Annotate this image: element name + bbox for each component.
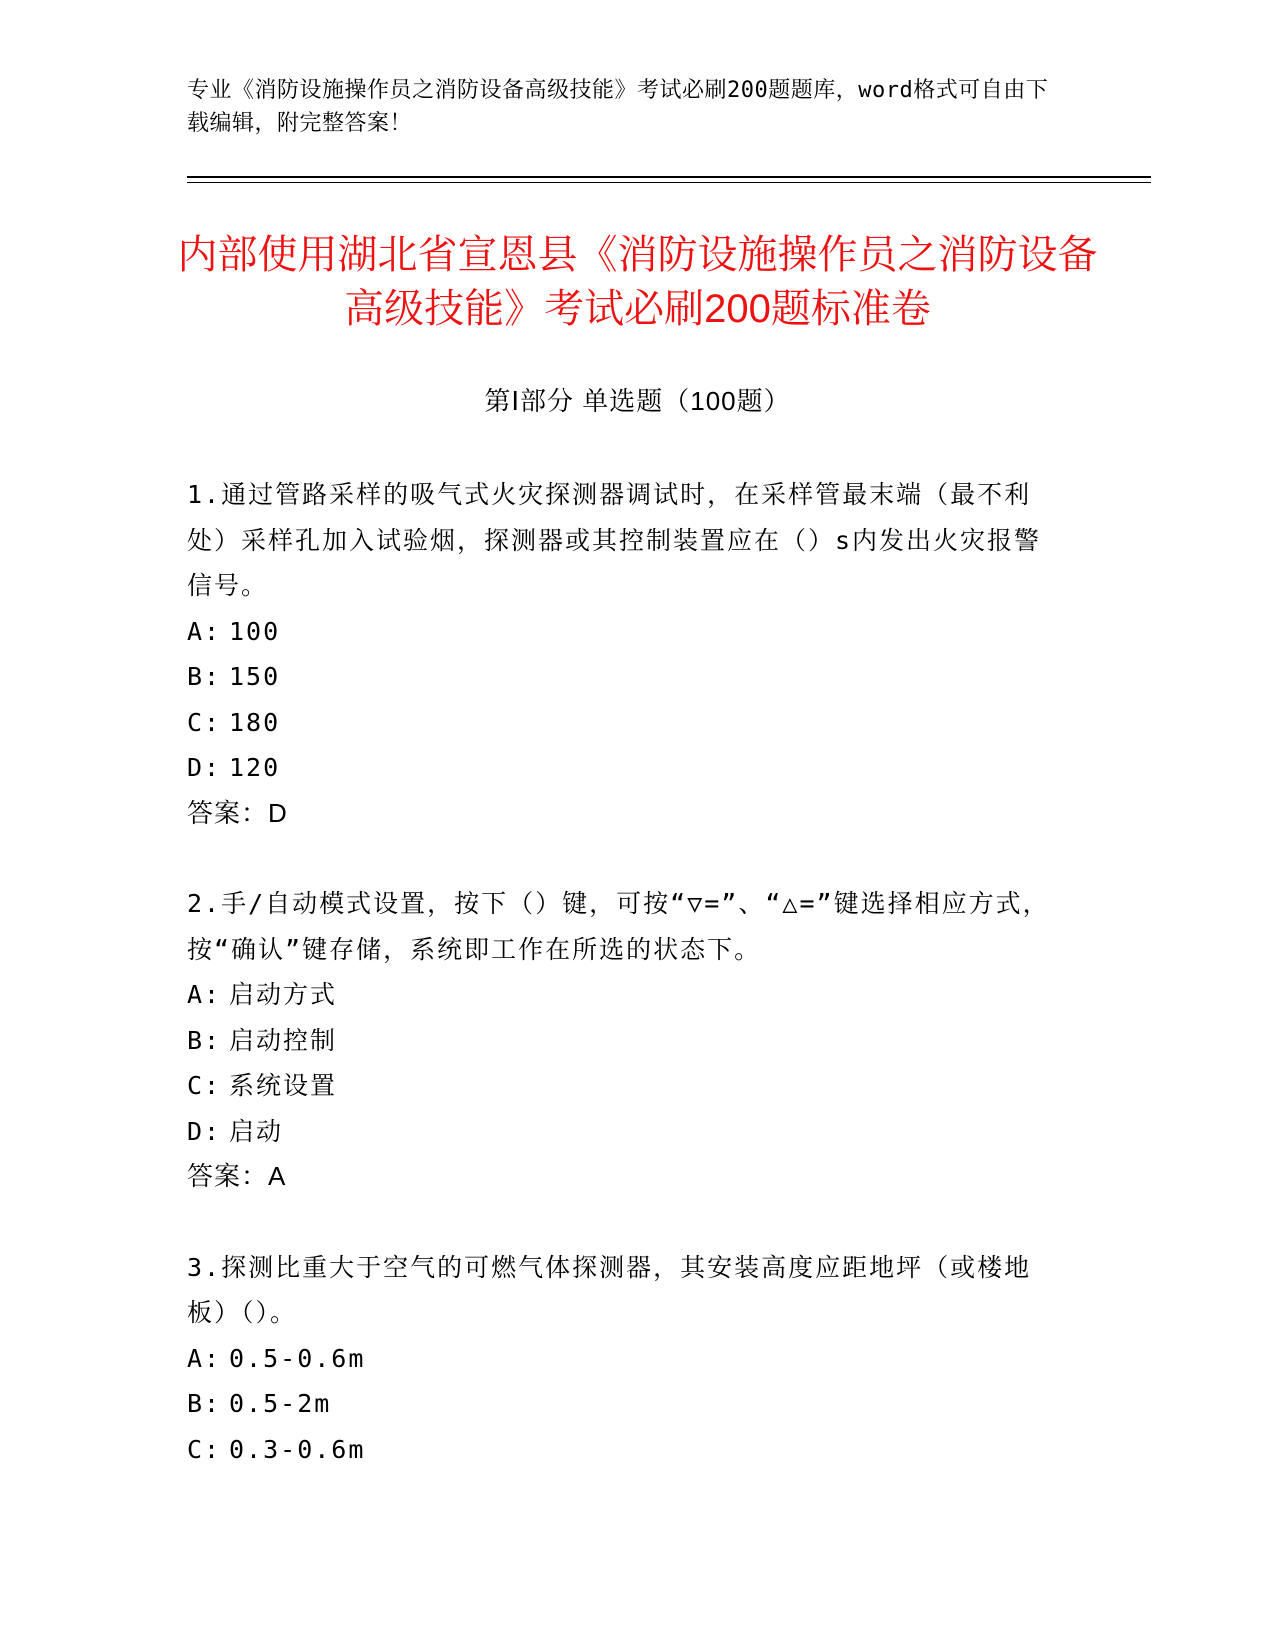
option-value: 系统设置 [229, 1071, 338, 1100]
option-value: 180 [229, 707, 281, 737]
question-text: 3.探测比重大于空气的可燃气体探测器，其安装高度应距地坪（或楼地板）（）。 [187, 1252, 1032, 1327]
option-label: C: [187, 1071, 222, 1100]
option-b [187, 1381, 1067, 1427]
option-a [187, 1336, 1067, 1382]
option-value: 启动控制 [229, 1025, 338, 1055]
option-d [187, 745, 1067, 791]
option-label: D: [187, 753, 222, 782]
question-text: 2.手/自动模式设置，按下（）键，可按“▽=”、“△=”键选择相应方式，按“确认”键存储，系统即工作在所选的状态下。 [187, 889, 1050, 964]
option-label: A: [187, 1343, 222, 1373]
option-label: C: [187, 1434, 222, 1464]
question-text: 1.通过管路采样的吸气式火灾探测器调试时，在采样管最末端（最不利处）采样孔加入试验烟，探测器或其控制装置应在（）s内发出火灾报警信号。 [187, 480, 1042, 600]
question-3 [187, 1245, 1067, 1473]
section-title: 第Ⅰ部分 单选题（100题） [484, 386, 791, 416]
option-value: 120 [229, 753, 281, 782]
header-note: 专业《消防设施操作员之消防设备高级技能》考试必刷200题题库，word格式可自由下载编辑，附完整答案！ [187, 78, 1049, 136]
option-value: 100 [229, 616, 281, 646]
question-list [187, 472, 1067, 1517]
option-label: A: [187, 980, 222, 1009]
option-c [187, 700, 1067, 746]
option-label: A: [187, 616, 222, 646]
option-value: 启动方式 [229, 980, 338, 1009]
header-divider [187, 176, 1151, 178]
option-value: 启动 [229, 1116, 284, 1146]
option-value: 150 [229, 662, 281, 691]
option-a [187, 609, 1067, 655]
answer: 答案：D [187, 797, 288, 828]
option-b [187, 1018, 1067, 1064]
option-c [187, 1063, 1067, 1109]
answer: 答案：A [187, 1161, 287, 1191]
option-label: B: [187, 662, 222, 691]
question-2 [187, 881, 1067, 1200]
option-label: B: [187, 1389, 222, 1418]
option-label: B: [187, 1025, 222, 1055]
option-value: 0.5-2m [229, 1389, 332, 1418]
header-divider-thin [187, 182, 1151, 183]
document-title: 内部使用湖北省宣恩县《消防设施操作员之消防设备高级技能》考试必刷200题标准卷 [177, 233, 1098, 331]
option-b [187, 654, 1067, 700]
option-a [187, 972, 1067, 1018]
question-1 [187, 472, 1067, 836]
option-c [187, 1427, 1067, 1473]
option-label: C: [187, 707, 222, 737]
option-value: 0.3-0.6m [229, 1434, 366, 1464]
option-d [187, 1109, 1067, 1155]
option-value: 0.5-0.6m [229, 1343, 366, 1373]
option-label: D: [187, 1116, 222, 1146]
